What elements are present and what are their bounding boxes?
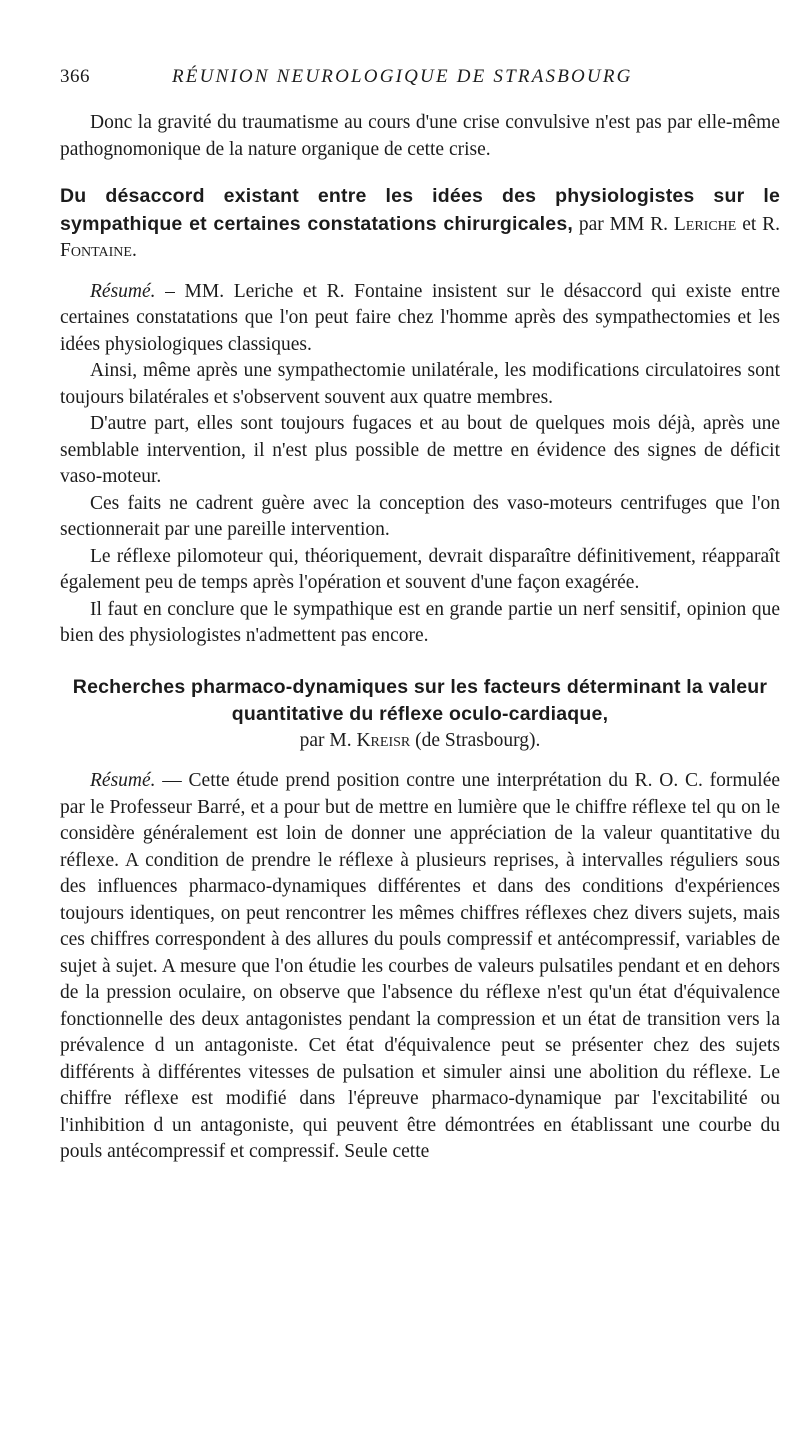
article-2-authors-suffix: (de Strasbourg). (415, 729, 541, 751)
article-2-heading (60, 674, 780, 755)
page-number: 366 (60, 66, 90, 87)
intro-paragraph: Donc la gravité du traumatisme au cours d'une crise convulsive n'est pas par elle-même pathognomonique de la nature organique de cette crise. (60, 112, 780, 160)
page-header (60, 66, 760, 94)
article-1-paragraph: Il faut en conclure que le sympathique est en grande partie un nerf sensitif, opinion que bien des physiologistes n'admettent pas encore. (60, 598, 780, 646)
article-1-author-2: Fontaine (60, 240, 132, 261)
article-1-paragraph: Ces faits ne cadrent guère avec la conception des vaso-moteurs centrifuges que l'on sectionnerait par une pareille intervention. (60, 492, 780, 540)
article-2-authors (60, 728, 780, 755)
article-2-summary (60, 768, 780, 1166)
article-1-title: Du désaccord existant entre les idées des physiologistes sur le sympathique et certaines constatations chirurgicales, (60, 185, 780, 235)
running-head: RÉUNION NEUROLOGIQUE DE STRASBOURG (172, 66, 633, 87)
article-2-paragraph-text: — Cette étude prend position contre une interprétation du R. O. C. formulée par le Professeur Barré, et a pour but de mettre en lumière que le chiffre réflexe tel qu on le considère généralement est loin de donner une appréciation de la valeur quantitative du réflexe. A condition de prendre le réflexe à plusieurs reprises, à intervalles réguliers sous des influences pharmaco-dynamiques différentes et dans des conditions d'expériences toujours identiques, on peut rencontrer les mêmes chiffres réflexes chez divers sujets, mais ces chiffres correspondent à des allures du pouls compressif et antécompressif, variables de sujet à sujet. A mesure que l'on étudie les courbes de valeurs pulsatiles pendant et en dehors de la pression oculaire, on observe que l'absence du réflexe n'est qu'un état d'équivalence fonctionnelle des deux antagonistes pendant la compression et un état de transition vers la prévalence d un antagoniste. Cet état d'équivalence peut se présenter chez des sujets différents à différentes vitesses de pulsation et simuler ainsi une abolition du réflexe. Le chiffre réflexe est modifié dans l'épreuve pharmaco-dynamique par l'excitabilité ou l'inhibition d un antagoniste, qui peuvent être démontrées en établissant une courbe du pouls antécompressif et compressif. Seule cette (60, 770, 781, 1162)
article-1-summary (60, 279, 780, 650)
article-1-paragraph (60, 279, 780, 359)
article-1-paragraph-text: – MM. Leriche et R. Fontaine insistent sur le désaccord qui existe entre certaines constatations que l'on peut faire chez l'homme après des sympathectomies et les idées physiologiques classiques. (60, 280, 780, 355)
article-1-heading (60, 183, 780, 265)
article-1-paragraph: Le réflexe pilomoteur qui, théoriquement, devrait disparaître définitivement, réapparaît également peu de temps après l'opération et souvent d'une façon exagérée. (60, 545, 780, 593)
article-1-resume-label: Résumé. (90, 280, 156, 302)
page-body (60, 110, 780, 1166)
article-1-title-line (60, 183, 780, 265)
article-2-authors-prefix: par M. (299, 729, 352, 751)
article-2-paragraph (60, 768, 780, 1166)
article-1-authors-prefix: par MM R. (578, 213, 669, 235)
article-2-title: Recherches pharmaco-dynamiques sur les facteurs déterminant la valeur quantitative du réflexe oculo-cardiaque, (72, 675, 768, 725)
article-2-author-1: Kreisr (356, 729, 411, 751)
article-1-paragraph: D'autre part, elles sont toujours fugaces et au bout de quelques mois déjà, après une semblable intervention, il n'est plus possible de mettre en évidence des signes de déficit vaso-moteur. (60, 413, 780, 487)
article-1-authors-suffix: . (131, 240, 137, 261)
article-1-authors-mid: et R. (742, 213, 781, 235)
article-1-author-1: Leriche (673, 213, 737, 235)
article-1-paragraph: Ainsi, même après une sympathectomie unilatérale, les modifications circulatoires sont toujours bilatérales et s'observent souvent aux quatre membres. (60, 360, 780, 408)
article-2-resume-label: Résumé. (90, 770, 156, 791)
